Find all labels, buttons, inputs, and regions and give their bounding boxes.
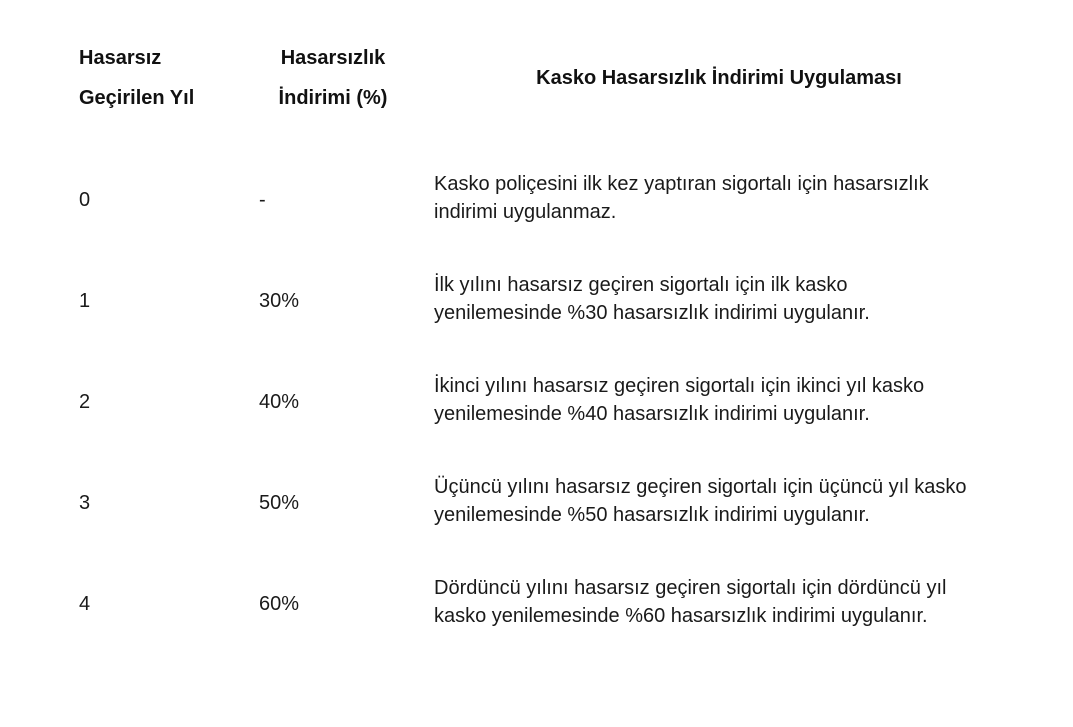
row-description-line2: yenilemesinde %50 hasarsızlık indirimi uygulanır. — [434, 504, 870, 526]
row-years: 4 — [79, 593, 91, 615]
header-discount-line2: İndirimi (%) — [278, 87, 388, 109]
row-description — [434, 574, 1024, 630]
row-years: 1 — [79, 290, 91, 312]
row-description — [434, 170, 1024, 226]
table-row — [0, 271, 1073, 331]
table-row — [0, 473, 1073, 533]
row-description — [434, 372, 1024, 428]
row-years: 0 — [79, 189, 91, 211]
row-description-line1: Üçüncü yılını hasarsız geçiren sigortalı için üçüncü yıl kasko — [434, 476, 967, 498]
header-description-column: Kasko Hasarsızlık İndirimi Uygulaması — [536, 67, 902, 89]
row-description-line1: İkinci yılını hasarsız geçiren sigortalı için ikinci yıl kasko — [434, 375, 925, 397]
header-years-line1: Hasarsız — [79, 47, 162, 69]
header-discount-line1: Hasarsızlık — [280, 47, 386, 69]
row-description-line2: indirimi uygulanmaz. — [434, 201, 617, 223]
row-description-line1: İlk yılını hasarsız geçiren sigortalı için ilk kasko — [434, 274, 848, 296]
header-discount-column — [258, 38, 408, 118]
header-years-line2: Geçirilen Yıl — [79, 87, 195, 109]
table-row — [0, 574, 1073, 634]
row-description-line1: Kasko poliçesini ilk kez yaptıran sigortalı için hasarsızlık — [434, 173, 929, 195]
row-discount: - — [259, 189, 266, 211]
row-description — [434, 271, 1024, 327]
row-discount: 30% — [259, 290, 300, 312]
row-description-line2: yenilemesinde %30 hasarsızlık indirimi uygulanır. — [434, 302, 870, 324]
row-description-line2: kasko yenilemesinde %60 hasarsızlık indirimi uygulanır. — [434, 605, 928, 627]
table-row — [0, 170, 1073, 230]
row-years: 3 — [79, 492, 91, 514]
row-description-line2: yenilemesinde %40 hasarsızlık indirimi uygulanır. — [434, 403, 870, 425]
row-discount: 50% — [259, 492, 300, 514]
table-row — [0, 372, 1073, 432]
row-discount: 60% — [259, 593, 300, 615]
header-years-column — [79, 38, 249, 118]
row-description-line1: Dördüncü yılını hasarsız geçiren sigortalı için dördüncü yıl — [434, 577, 947, 599]
row-years: 2 — [79, 391, 91, 413]
row-description — [434, 473, 1024, 529]
row-discount: 40% — [259, 391, 300, 413]
